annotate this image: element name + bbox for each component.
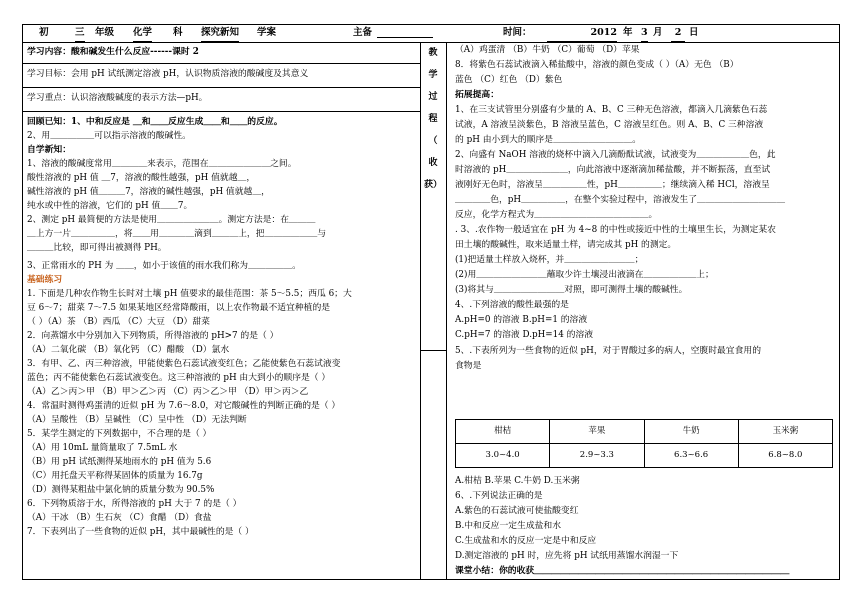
extension-line: 2、向盛有 NaOH 溶液的烧杯中滴入几滴酚酞试液，试液变为＿＿＿＿＿＿色，此 — [455, 150, 776, 160]
process-label-char: （ — [428, 136, 438, 146]
option-line: D.测定溶液的 pH 时，应先将 pH 试纸用蒸馏水润湿一下 — [455, 551, 679, 561]
extension-line: ＿＿＿＿色，pH＿＿＿＿＿，在整个实验过程中，溶液发生了＿＿＿＿＿＿＿＿＿＿ — [455, 195, 785, 205]
table-header-cell: 牛奶 — [644, 420, 738, 444]
left-column — [23, 42, 420, 579]
header-grade-label: 年级 — [95, 27, 115, 38]
header-subject: 化学 — [133, 25, 152, 42]
question-line: 7．下表列出了一些食物的近似 pH，其中最碱性的是（ ） — [27, 527, 254, 537]
question-line: 3．有甲、乙、丙三种溶液，甲能使紫色石蕊试液变红色；乙能使紫色石蕊试液变 — [27, 359, 341, 369]
extension-line: 反应，化学方程式为＿＿＿＿＿＿＿＿＿＿＿＿＿。 — [455, 210, 658, 220]
option-line: A.柑桔 B.苹果 C.牛奶 D.玉米粥 — [455, 476, 580, 486]
review-line-2: 2、用＿＿＿＿＿可以指示溶液的酸碱性。 — [27, 131, 191, 141]
question-7-options: （A）鸡蛋清 （B）牛奶 （C）葡萄 （D）苹果 — [455, 45, 640, 55]
question-line: 4．常温时测得鸡蛋清的近似 pH 为 7.6～8.0，对它酸碱性的判断正确的是（ ） — [27, 401, 341, 411]
self-study-line: 2、测定 pH 最简便的方法是使用＿＿＿＿＿＿＿。测定方法是：在＿＿＿ — [27, 215, 316, 225]
learning-key: 学习重点：认识溶液酸碱度的表示方法—pH。 — [27, 93, 208, 103]
extension-line: 5、.下表所列为一些食物的近似 pH，对于胃酸过多的病人，空腹时最宜食用的 — [455, 346, 761, 356]
extension-line: 1、在三支试管里分别盛有少量的 A、B、C 三种无色溶液，都滴入几滴紫色石蕊 — [455, 105, 768, 115]
question-line: （A）呈酸性 （B）呈碱性 （C）呈中性 （D）无法判断 — [27, 415, 247, 425]
process-label-char: 收 — [428, 158, 438, 168]
self-study-heading: 自学新知： — [27, 145, 71, 155]
extension-line: 食物是 — [455, 361, 482, 371]
table-header-cell: 柑桔 — [456, 420, 550, 444]
question-line: （ ）（A）茶 （B）西瓜 （C）大豆 （D）甜菜 — [27, 317, 210, 327]
basic-practice-heading: 基础练习 — [27, 275, 63, 285]
question-line: 5．某学生测定的下列数据中，不合理的是（ ） — [27, 429, 212, 439]
header-day-label: 日 — [689, 27, 699, 38]
option-line: C.生成盐和水的反应一定是中和反应 — [455, 536, 597, 546]
question-line: （A）乙＞丙＞甲 （B）甲＞乙＞丙 （C）丙＞乙＞甲 （D）甲＞丙＞乙 — [27, 387, 309, 397]
process-label-char: 教 — [428, 48, 438, 58]
self-study-line: 1、溶液的酸碱度常用＿＿＿＿来表示，范围在＿＿＿＿＿＿＿之间。 — [27, 159, 297, 169]
header-author-label: 主备 — [353, 27, 373, 38]
question-line: （D）测得某粗盐中氯化钠的质量分数为 90.5% — [27, 485, 215, 495]
question-8: 8．将紫色石蕊试液滴入稀盐酸中，溶液的颜色变成（ ）（A）无色 （B） — [455, 60, 739, 70]
table-header-cell: 玉米粥 — [738, 420, 832, 444]
extension-line: 6、.下列说法正确的是 — [455, 491, 543, 501]
table-cell: 3.0~4.0 — [456, 444, 550, 468]
header-bar — [23, 25, 839, 43]
table-cell: 2.9~3.3 — [550, 444, 644, 468]
process-label-char: 过 — [428, 92, 438, 102]
mid-divider — [421, 350, 446, 351]
option-line: A.紫色的石蕊试液可使盐酸变红 — [455, 506, 579, 516]
header-subject-label: 科 — [173, 27, 183, 38]
option-line: C.pH=7 的溶液 D.pH=14 的溶液 — [455, 330, 594, 340]
header-grade: 三 — [75, 25, 85, 42]
process-label-char: 程 — [428, 114, 438, 124]
table-row — [456, 444, 833, 468]
option-line: B.中和反应一定生成盐和水 — [455, 521, 562, 531]
header-month: 3 — [641, 25, 648, 42]
header-date-label: 时间： — [503, 27, 532, 38]
self-study-line: 碱性溶液的 pH 值＿＿＿7，溶液的碱性越强，pH 值就越＿， — [27, 187, 270, 197]
header-year: 2012 — [547, 25, 617, 42]
question-8-options: 蓝色 （C）红色 （D）紫色 — [455, 75, 563, 85]
self-study-line: 3、正常雨水的 PH 为 ＿＿，如小于该值的雨水我们称为＿＿＿＿＿。 — [27, 261, 301, 271]
process-label-char: 学 — [428, 70, 438, 80]
header-year-label: 年 — [623, 27, 633, 38]
extension-line: 4、.下列溶液的酸性最强的是 — [455, 300, 569, 310]
question-line: 2．向蒸馏水中分别加入下列物质，所得溶液的 pH>7 的是（ ） — [27, 331, 279, 341]
extension-heading: 拓展提高： — [455, 90, 499, 100]
extension-line: 液刚好无色时，溶液呈＿＿＿＿＿性，pH＿＿＿＿＿；继续滴入稀 HCl，溶液呈 — [455, 180, 770, 190]
extension-line: (1)把适量土样放入烧杯，并＿＿＿＿＿＿＿＿； — [455, 255, 644, 265]
header-author-blank — [377, 25, 433, 38]
worksheet — [22, 24, 840, 580]
self-study-line: 纯水或中性的溶液，它们的 pH 值＿＿7。 — [27, 201, 193, 211]
learning-goal: 学习目标：会用 pH 试纸测定溶液 pH，认识物质溶液的酸碱度及其意义 — [27, 69, 309, 79]
process-label-column — [421, 42, 445, 196]
summary-line: 课堂小结：你的收获＿＿＿＿＿＿＿＿＿＿＿＿＿＿＿＿＿＿＿＿＿＿＿＿＿＿＿＿＿ — [455, 566, 790, 576]
extension-line: 时溶液的 pH＿＿＿＿＿＿＿，向此溶液中逐渐滴加稀盐酸，并不断振荡，直至试 — [455, 165, 771, 175]
extension-line: 试液，A 溶液呈淡紫色，B 溶液呈蓝色，C 溶液呈红色。则 A、B、C 三种溶液 — [455, 120, 764, 130]
header-title: 探究新知 — [201, 25, 239, 42]
extension-line: (3)将其与＿＿＿＿＿＿＿＿对照，即可测得土壤的酸碱性。 — [455, 285, 688, 295]
extension-line: 田土壤的酸碱性，取来适量土样，请完成其 pH 的测定。 — [455, 240, 677, 250]
review-line-1: 回顾已知：1、中和反应是 ＿和＿＿反应生成＿＿和＿＿的反应。 — [27, 117, 283, 127]
option-line: A.pH=0 的溶液 B.pH=1 的溶液 — [455, 315, 588, 325]
self-study-line: ＿＿＿比较，即可得出被测得 PH。 — [27, 243, 167, 253]
question-line: 蓝色；丙不能使紫色石蕊试液变色。这三种溶液的 pH 由大到小的顺序是（ ） — [27, 373, 331, 383]
question-line: 6．下列物质溶于水，所得溶液的 pH 大于 7 的是（ ） — [27, 499, 242, 509]
learning-content: 学习内容：酸和碱发生什么反应------课时 2 — [27, 47, 199, 57]
table-cell: 6.8~8.0 — [738, 444, 832, 468]
question-line: 1. 下面是几种农作物生长时对土壤 pH 值要求的最佳范围：茶 5～5.5；西瓜 6；大 — [27, 289, 352, 299]
extension-line: 的 pH 由小到大的顺序是＿＿＿＿＿＿＿＿＿。 — [455, 135, 642, 145]
process-label-char: 获） — [423, 180, 442, 190]
self-study-line: 酸性溶液的 pH 值 ＿7，溶液的酸性越强，pH 值就越＿， — [27, 173, 256, 183]
table-header-cell: 苹果 — [550, 420, 644, 444]
question-line: （A）用 10mL 量筒量取了 7.5mL 水 — [27, 443, 178, 453]
food-ph-table — [455, 419, 833, 468]
header-month-label: 月 — [653, 27, 663, 38]
table-row — [456, 420, 833, 444]
table-cell: 6.3~6.6 — [644, 444, 738, 468]
header-day: 2 — [671, 25, 685, 42]
question-line: （A）干冰 （B）生石灰 （C）食醋 （D）食盐 — [27, 513, 212, 523]
question-line: （A）二氧化碳 （B）氧化钙 （C）醋酸 （D）氯水 — [27, 345, 230, 355]
self-study-line: ＿上方一片＿＿＿＿＿，将＿＿用＿＿＿＿滴到＿＿＿上，把＿＿＿＿＿＿与 — [27, 229, 327, 239]
question-line: （B）用 pH 试纸测得某地雨水的 pH 值为 5.6 — [27, 457, 212, 467]
extension-line: . 3、.农作物一般适宜在 pH 为 4~8 的中性或接近中性的土壤里生长，为测定某农 — [455, 225, 776, 235]
extension-line: (2)用＿＿＿＿＿＿＿＿蘸取少许土壤浸出液滴在＿＿＿＿＿＿上； — [455, 270, 714, 280]
question-line: （C）用托盘天平称得某固体的质量为 16.7g — [27, 471, 203, 481]
right-column — [447, 42, 835, 579]
question-line: 豆 6～7；甜菜 7～7.5 如果某地区经常降酸雨，以上农作物最不适宜种植的是 — [27, 303, 331, 313]
header-title-suffix: 学案 — [257, 27, 277, 38]
header-grade-prefix: 初 — [39, 27, 49, 38]
